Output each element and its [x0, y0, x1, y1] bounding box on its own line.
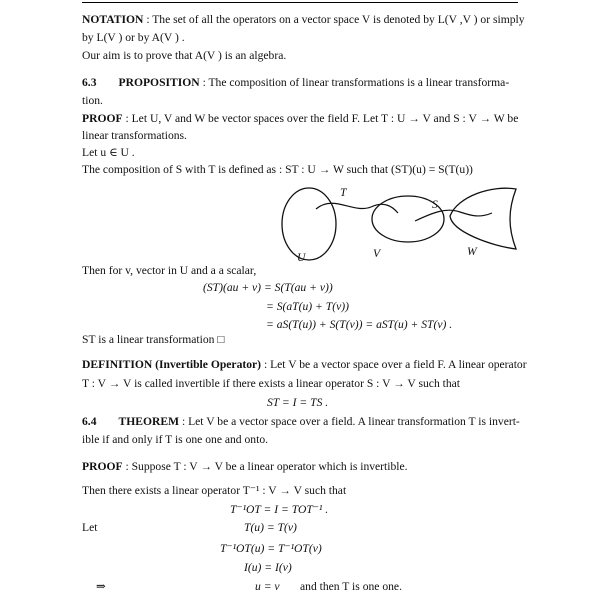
set-w-shape [450, 188, 516, 249]
definition-line-2: T : V → V is called invertible if there exists a linear operator S : V → V such that [82, 377, 461, 390]
definition-equation: ST = I = TS . [267, 396, 329, 409]
proof2-equation-2: T(u) = T(v) [244, 521, 297, 534]
proof2-equation-3: T⁻¹OT(u) = T⁻¹OT(v) [220, 542, 322, 555]
proof2-line-1 [82, 460, 408, 474]
proof2-equation-5: u = v [255, 580, 280, 593]
map-t-curve [316, 203, 398, 213]
map-s-curve [415, 210, 492, 221]
equation-2: = S(aT(u) + T(v)) [266, 300, 349, 313]
diagram-label-s: S [432, 198, 438, 211]
theorem-text-1: : Let V be a vector space over a field. A linear transformation T is invert- [179, 415, 520, 428]
theorem-label: THEOREM [118, 415, 180, 428]
proposition-text-1: : The composition of linear transformations is a linear transforma- [199, 76, 510, 89]
proposition-number: 6.3 [82, 76, 97, 89]
theorem-line-2: ible if and only if T is one one and onto. [82, 433, 269, 446]
then-line: Then for v, vector in U and a a scalar, [82, 264, 257, 277]
equation-1: (ST)(au + v) = S(T(au + v)) [203, 281, 333, 294]
notation-label: NOTATION [82, 13, 144, 26]
diagram-label-w: W [467, 245, 477, 258]
proposition-label: PROPOSITION [118, 76, 200, 89]
proposition-line-2: tion. [82, 94, 103, 107]
definition-text-1: : Let V be a vector space over a field F. A linear operator [261, 358, 527, 371]
definition-line-1 [82, 358, 527, 372]
implies-symbol: ⇒ [96, 580, 106, 593]
definition-label: DEFINITION (Invertible Operator) [82, 358, 262, 371]
proof2-equation-4: I(u) = I(v) [244, 561, 292, 574]
proof1-line-3: Let u ∈ U . [82, 146, 135, 159]
diagram-label-t: T [340, 186, 347, 199]
proof1-label: PROOF [82, 112, 123, 125]
set-u-ellipse [282, 188, 336, 260]
diagram-label-u: U [297, 251, 306, 264]
st-linear-line: ST is a linear transformation □ [82, 333, 225, 346]
proof1-line-2: linear transformations. [82, 129, 187, 142]
diagram-label-v: V [373, 247, 381, 260]
notation-text-1: : The set of all the operators on a vector space V is denoted by L(V ,V ) or simply [143, 13, 525, 26]
proof2-let: Let [82, 521, 98, 534]
proof2-line-2: Then there exists a linear operator T⁻¹ : V → V such that [82, 484, 347, 497]
proof2-conclusion: and then T is one one. [300, 580, 402, 593]
proof1-text-1: : Let U, V and W be vector spaces over the field F. Let T : U → V and S : V → W be [122, 112, 519, 125]
proof2-label: PROOF [82, 460, 123, 473]
notation-line-2: by L(V ) or by A(V ) . [82, 31, 185, 44]
theorem-heading [82, 415, 520, 429]
proof2-text-1: : Suppose T : V → V be a linear operator which is invertible. [122, 460, 408, 473]
equation-3: = aS(T(u)) + S(T(v)) = aST(u) + ST(v) . [266, 318, 453, 331]
theorem-number: 6.4 [82, 415, 97, 428]
proof2-equation-1: T⁻¹OT = I = TOT⁻¹ . [230, 503, 329, 516]
proof1-line-4: The composition of S with T is defined as : ST : U → W such that (ST)(u) = S(T(u)) [82, 163, 473, 176]
notation-line-3: Our aim is to prove that A(V ) is an algebra. [82, 49, 287, 62]
